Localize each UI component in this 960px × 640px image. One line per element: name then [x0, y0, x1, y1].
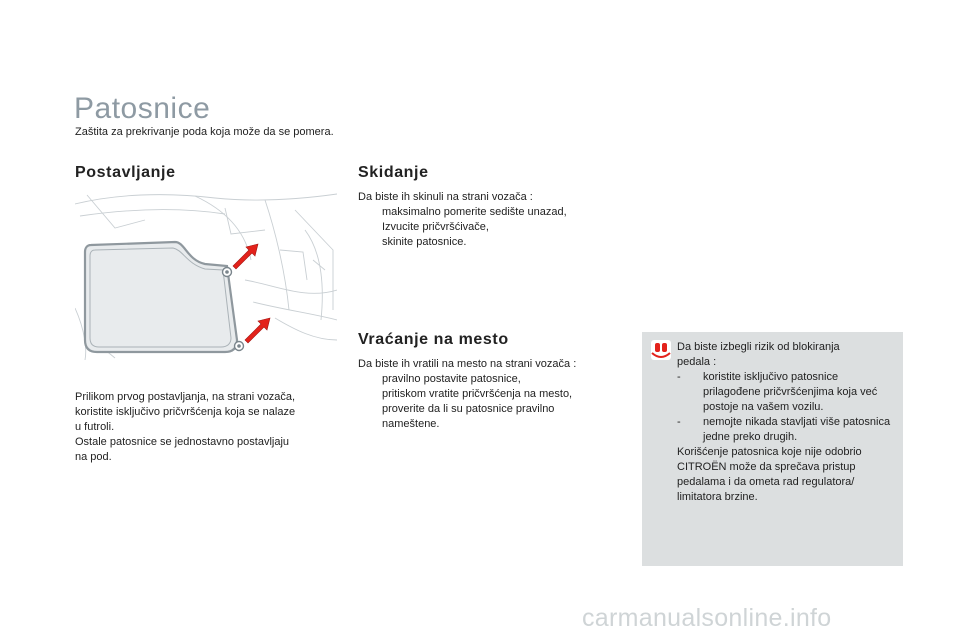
page-subtitle: Zaštita za prekrivanje poda koja može da se pomera. [75, 126, 334, 138]
list-item [358, 387, 618, 402]
floor-mat-illustration [75, 190, 337, 360]
vracanje-list [358, 372, 618, 432]
list-item [358, 402, 618, 432]
page-title: Patosnice [74, 92, 211, 125]
dash-marker: - [677, 371, 681, 383]
section-heading-skidanje: Skidanje [358, 164, 429, 181]
warning-footer: Korišćenje patosnica koje nije odobrio CITROËN može da sprečava pristup pedalama i da ometa rad regulatora/ limitatora brzine. [677, 446, 862, 503]
warning-item-text: nemojte nikada stavljati više patosnica jedne preko drugih. [703, 416, 891, 443]
skidanje-intro: Da biste ih skinuli na strani vozača : [358, 191, 533, 203]
floor-mat-drawing [75, 190, 337, 360]
skidanje-list [358, 205, 608, 250]
list-item [358, 205, 608, 220]
warning-item [677, 415, 892, 445]
list-item [358, 235, 608, 250]
list-item-text: maksimalno pomerite sedište unazad, [382, 206, 567, 218]
list-item-text: pravilno postavite patosnice, [382, 373, 521, 385]
vracanje-intro: Da biste ih vratili na mesto na strani vozača : [358, 358, 577, 370]
section-heading-vracanje: Vraćanje na mesto [358, 331, 509, 348]
exclamation-warning-icon [650, 339, 672, 361]
warning-box [642, 332, 903, 566]
list-item-text: pritiskom vratite pričvršćenja na mesto, [382, 388, 573, 400]
text-line: na pod. [75, 451, 112, 463]
warning-item [677, 370, 892, 415]
skidanje-block [358, 190, 608, 250]
list-item-text: skinite patosnice. [382, 236, 467, 248]
warning-intro-line: Da biste izbegli rizik od blokiranja [677, 341, 840, 353]
warning-intro-line: pedala : [677, 356, 717, 368]
watermark: carmanualsonline.info [582, 604, 832, 632]
text-line: Ostale patosnice se jednostavno postavljaju [75, 436, 290, 448]
text-line: Prilikom prvog postavljanja, na strani vozača, [75, 391, 296, 403]
text-line: koristite isključivo pričvršćenja koja se nalaze [75, 406, 296, 418]
list-item [358, 372, 618, 387]
warning-text [677, 340, 892, 505]
list-item-text: Izvucite pričvršćivače, [382, 221, 489, 233]
vracanje-block [358, 357, 618, 432]
section-heading-postavljanje: Postavljanje [75, 164, 176, 181]
list-item [358, 220, 608, 235]
postavljanje-text [75, 390, 335, 465]
warning-item-text: koristite isključivo patosnice prilagođene pričvršćenjima koja već postoje na vašem vozilu. [703, 371, 878, 413]
dash-marker: - [677, 416, 681, 428]
text-line: u futroli. [75, 421, 115, 433]
list-item-text: proverite da li su patosnice pravilno nameštene. [382, 403, 555, 430]
